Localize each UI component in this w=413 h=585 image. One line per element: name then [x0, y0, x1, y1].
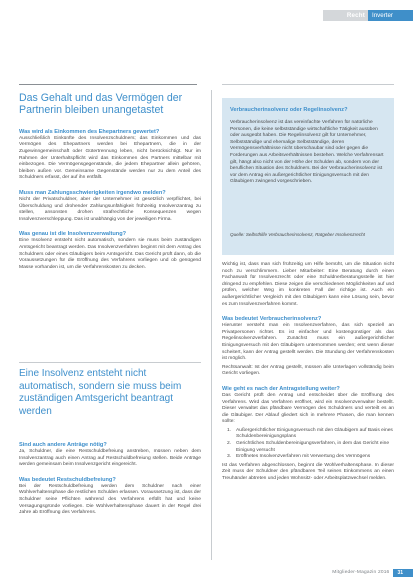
- faq-question: Was bedeutet Restschuldbefreiung?: [19, 476, 116, 483]
- faq-answer: Nicht der Privatschuldner, aber der Unternehmer ist gesetzlich verpflichtet, bei Überschuldung und drohender Zahlungsunfähigkeit frühzeitig Insolvenzantrag zu stellen, ansonsten drohen strafrechtliche Konsequenzen wegen Insolvenzverschleppung. Das ist unabhängig von der jeweiligen Firma.: [19, 196, 201, 222]
- faq-question: Muss man Zahlungsschwierigkeiten irgendwo melden?: [19, 189, 166, 196]
- faq-item: [19, 129, 201, 182]
- main-heading: Das Gehalt und das Vermögen der Partnerin bleiben unangetastet: [19, 92, 183, 117]
- intro-text: Wichtig ist, dass man sich frühzeitig um Hilfe bemüht, um die Situation nicht noch zu verschlimmern. Lieber Mitarbeiter: Eine Beratung durch einen Fachanwalt für Insolvenzrecht oder eine Schuldnerberatungsstelle ist hier dringend zu empfehlen. Diese zeigen die verschiedenen Möglichkeiten auf und prüfen, welcher Weg im konkreten Fall der richtige ist. Auch ein außergerichtlicher Vergleich mit den Gläubigern kann eine Lösung sein, bevor es zum Insolvenzverfahren kommt.: [222, 262, 394, 307]
- faq-answer: Das Gericht prüft den Antrag und entscheidet über die Eröffnung des Verfahrens. Wird das Verfahren eröffnet, wird ein Insolvenzverwalter bestellt. Dieser verwaltet das pfändbare Vermögen des Schuldners und verteilt es an die Gläubiger. Der Ablauf gliedert sich in mehrere Phasen, die man kennen sollte:: [222, 392, 394, 425]
- list-item: 2. Gerichtliches Schuldenbereinigungsverfahren, in dem das Gericht eine Einigung versucht: [227, 441, 390, 453]
- info-box: [222, 98, 394, 255]
- faq-answer: Hierunter versteht man ein Insolvenzverfahren, das sich speziell an Privatpersonen richtet. Es ist einfacher und kostengünstiger als das Regelinsolvenzverfahren. Zunächst muss ein außergerichtlicher Einigungsversuch mit den Gläubigern unternommen werden; erst wenn dieser scheitert, kann der Antrag gestellt werden. Die Stundung der Verfahrenskosten ist möglich.: [222, 323, 394, 362]
- right-column: [222, 262, 394, 483]
- pull-quote-rule: [19, 362, 201, 363]
- faq-answer: Eine Insolvenz entsteht nicht automatisch, sondern sie muss beim zuständigen Amtsgericht beantragt werden. Das Insolvenzverfahren beginnt mit dem Antrag des Schuldners oder eines Gläubigers beim Amtsgericht. Das Gericht prüft dann, ob die Voraussetzungen für die Eröffnung des Verfahrens vorliegen und ob genügend Masse vorhanden ist, um die Verfahrenskosten zu decken.: [19, 238, 201, 270]
- publication-name: Mitglieder-Magazin 2016: [332, 570, 390, 575]
- faq-item: [19, 442, 201, 469]
- info-box-title: Verbraucherinsolvenz oder Regelinsolvenz?: [230, 107, 348, 113]
- faq-question: Was bedeutet Verbraucherinsolvenz?: [222, 316, 322, 323]
- faq-answer: Ja, Schuldner, die eine Restschuldbefreiung anstreben, müssen neben dem Insolvenzantrag auch einen Antrag auf Restschuldbefreiung stellen. Beide Anträge werden gemeinsam beim Insolvenzgericht eingereicht.: [19, 449, 201, 468]
- left-top-rule: [19, 84, 197, 85]
- faq-item: [19, 477, 201, 517]
- faq-question: Was wird als Einkommen des Ehepartners gewertet?: [19, 128, 160, 135]
- faq-item: [19, 231, 201, 271]
- faq-question: Wie geht es nach der Antragstellung weiter?: [222, 385, 340, 392]
- faq-note: Rechtsanwalt: Ist der Antrag gestellt, müssen alle Unterlagen vollständig beim Gericht vorliegen.: [222, 364, 394, 377]
- subsection-label: Inverter: [368, 10, 413, 21]
- faq-item: [222, 316, 394, 378]
- right-top-rule: [222, 84, 394, 85]
- left-column-lower: [19, 442, 201, 517]
- faq-answer: Bei der Restschuldbefreiung werden dem Schuldner nach einer Wohlverhaltensphase die restlichen Schulden erlassen. Voraussetzung ist, dass der Schuldner seine Pflichten während des Verfahrens erfüllt hat und keine Versagungsgründe vorliegen. Die Wohlverhaltensphase dauert in der Regel drei Jahre ab Eröffnung des Verfahrens.: [19, 483, 201, 516]
- faq-question: Was genau ist die Insolvenzverwaltung?: [19, 231, 127, 238]
- section-tag: [323, 10, 413, 21]
- page-number: 31: [393, 569, 413, 577]
- section-label: Recht: [323, 10, 368, 21]
- list-item: 1. Außergerichtlicher Einigungsversuch mit den Gläubigern auf Basis eines Schuldenbereinigungsplans: [227, 427, 393, 440]
- column-divider: [211, 90, 212, 560]
- pull-quote: [19, 368, 197, 418]
- faq-question: Sind auch andere Anträge nötig?: [19, 442, 107, 448]
- page-footer: [332, 568, 413, 577]
- faq-outro: Ist das Verfahren abgeschlossen, beginnt die Wohlverhaltensphase. In dieser Zeit muss der Schuldner den pfändbaren Teil seines Einkommens an einen Treuhänder abtreten und jeden Wohnsitz- oder Arbeitsplatzwechsel melden.: [222, 462, 394, 482]
- info-box-source: Quelle: Selbsthilfe Verbraucherinsolvenz, Ratgeber Insolvenzrecht: [230, 232, 365, 237]
- info-box-text: Verbraucherinsolvenz ist das vereinfachte Verfahren für natürliche Personen, die keine selbstständige wirtschaftliche Tätigkeit ausüben oder ausgeübt haben. Die Regelinsolvenz gilt für Unternehmer, Selbstständige und ehemalige Selbstständige, deren Vermögensverhältnisse nicht überschaubar sind oder gegen die Forderungen aus Arbeitsverhältnissen bestehen. Welche Verfahrensart gilt, hängt also nicht von der Höhe der Schulden ab, sondern von der beruflichen Situation des Schuldners. Bei der Verbraucherinsolvenz ist vor dem Antrag ein außergerichtlicher Einigungsversuch mit den Gläubigern zwingend vorgeschrieben.: [230, 120, 384, 185]
- pull-quote-text: Eine Insolvenz entsteht nicht automatisch, sondern sie muss beim zuständigen Amtsgericht beantragt werden: [19, 368, 182, 417]
- faq-item: [222, 386, 394, 483]
- faq-answer: Ausschließlich Einkünfte des Insolvenzschuldners; das Einkommen und das Vermögen des Ehepartners werden bei Ehepartnern, die in der Zugewinngemeinschaft oder Gütertrennung leben, nicht berücksichtigt. Nur im Rahmen der Unterhaltspflicht wird das Einkommen des Partners mittelbar mit einbezogen. Die Vermögensgegenstände, die jedem Ehepartner allein gehören, bleiben außen vor. Gemeinsame Gegenstände werden nur zu dem Anteil des Schuldners erfasst, der auf ihn entfällt.: [19, 135, 201, 181]
- faq-item: [19, 190, 201, 223]
- list-item: 3. Eröffnetes Insolvenzverfahren mit Verwertung des Vermögens: [227, 454, 371, 460]
- left-column: [19, 92, 201, 271]
- phase-list: [222, 428, 394, 461]
